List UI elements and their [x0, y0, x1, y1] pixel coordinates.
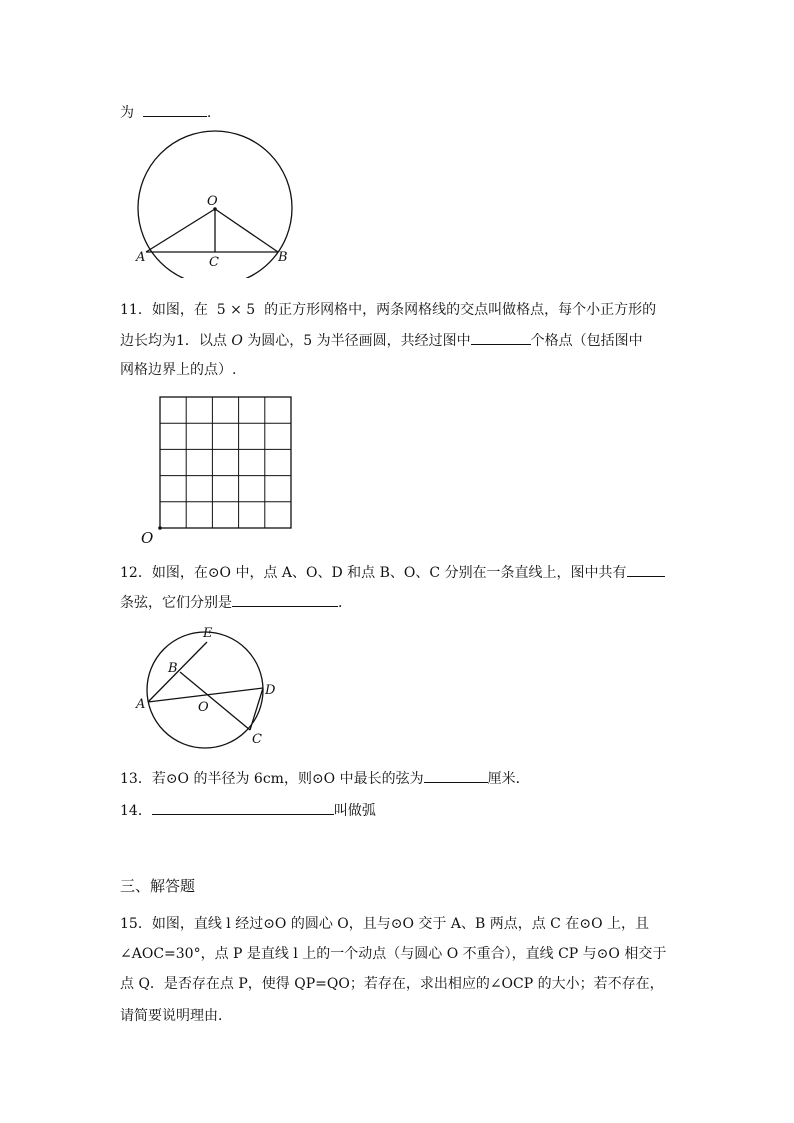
q15-line-3	[120, 974, 664, 994]
q13-text-a: 13．若⊙O 的半径为 6cm，则⊙O 中最长的弦为	[120, 771, 424, 787]
q15-text-3: 点 Q．是否存在点 P，使得 QP=QO；若存在，求出相应的∠OCP 的大小；若不存在，	[120, 976, 664, 992]
q11-side-length: 1	[176, 333, 185, 349]
q11-point-o: O	[231, 333, 243, 349]
q15-line-2	[120, 944, 666, 964]
q12-chords-blank[interactable]	[232, 592, 338, 607]
q12-text-1a: 12．如图，在⊙O 中，点 A、O、D 和点 B、O、C 分别在一条直线上，图中共有	[120, 565, 627, 581]
q11-origin-dot	[158, 526, 162, 530]
q11-text-2b: ．以点	[184, 333, 227, 349]
q11-grid-lines	[160, 397, 291, 528]
q11-answer-blank[interactable]	[471, 330, 531, 345]
q12-chord-bc	[180, 672, 250, 730]
q14-text-a: 14．	[120, 803, 152, 819]
q12-line-2	[120, 592, 352, 613]
q12-figure	[130, 622, 290, 752]
q12-label-d: D	[265, 683, 276, 698]
q11-text-3: 网格边界上的点）.	[120, 362, 237, 378]
q12-label-c: C	[252, 732, 262, 747]
q11-text-2d: 个格点（包括图中	[530, 333, 643, 349]
q12-label-b: B	[168, 661, 178, 676]
q12-label-o: O	[198, 700, 209, 715]
q12-label-e: E	[203, 626, 213, 641]
q15-line-4	[120, 1006, 232, 1026]
q10-label-a: A	[136, 250, 146, 265]
section-header-solve: 三、解答题	[120, 877, 196, 895]
q11-text-2a: 边长均为	[120, 333, 176, 349]
q14-text-b: 叫做弧	[333, 803, 376, 819]
q12-label-a: A	[136, 697, 146, 712]
q13-text-b: 厘米．	[487, 771, 530, 787]
q10-prefix: 为	[120, 105, 134, 121]
q10-answer-blank[interactable]	[143, 102, 207, 117]
q10-label-c: C	[209, 255, 219, 270]
q12-line-1	[120, 562, 665, 583]
q12-text-2a: 条弦，它们分别是	[120, 595, 232, 611]
q15-text-4: 请简要说明理由．	[120, 1008, 232, 1024]
q12-count-blank[interactable]	[627, 562, 665, 577]
q10-label-o: O	[207, 194, 218, 209]
q14-line	[120, 800, 376, 821]
q13-answer-blank[interactable]	[424, 768, 488, 783]
q11-grid-size: 5 × 5	[216, 302, 256, 318]
q10-segment-oa	[146, 209, 215, 252]
q15-text-1: 15．如图，直线 l 经过⊙O 的圆心 O，且与⊙O 交于 A、B 两点，点 C 在⊙O 上，且	[120, 916, 650, 932]
q10-label-b: B	[278, 250, 288, 265]
q10-figure	[128, 130, 303, 278]
q11-grid-border	[160, 397, 291, 528]
q10-suffix: .	[206, 105, 212, 121]
q14-answer-blank[interactable]	[152, 800, 334, 815]
q11-grid-figure	[135, 392, 300, 548]
q12-chord-dc	[250, 688, 263, 730]
q11-line-3	[120, 360, 236, 380]
q11-label-o: O	[141, 529, 154, 547]
q11-text-1a: 11．如图，在	[120, 302, 208, 318]
q11-line-2	[120, 330, 643, 351]
q11-text-1b: 的正方形网格中，两条网格线的交点叫做格点，每个小正方形的	[264, 302, 657, 318]
q11-line-1	[120, 300, 656, 320]
q10-answer-line	[120, 102, 211, 123]
q13-line	[120, 768, 530, 789]
q15-text-2: ∠AOC=30°，点 P 是直线 l 上的一个动点（与圆心 O 不重合），直线 CP 与⊙O 相交于	[120, 946, 667, 962]
q12-text-2b: ．	[338, 595, 352, 611]
q10-segment-ob	[215, 209, 278, 252]
q11-text-2c: 为圆心，5 为半径画圆，共经过图中	[247, 333, 471, 349]
q15-line-1	[120, 914, 649, 934]
